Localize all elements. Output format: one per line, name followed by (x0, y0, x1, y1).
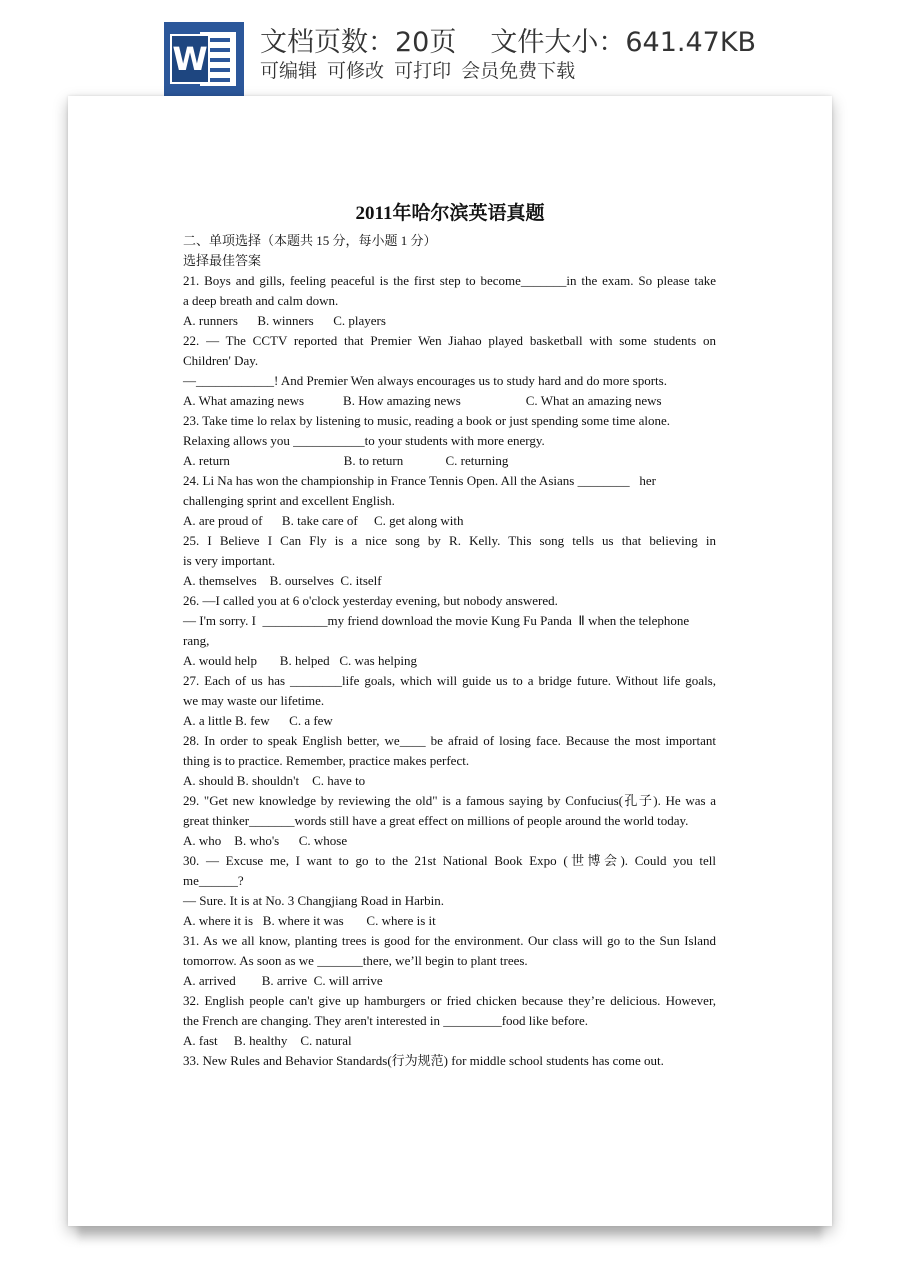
section-heading: 二、单项选择（本题共 15 分，每小题 1 分） (183, 233, 437, 248)
question-line: — I'm sorry. I __________my friend download the movie Kung Fu Panda Ⅱ when the telephone (183, 613, 690, 628)
question-line: 27. Each of us has ________life goals, which will guide us to a bridge future. Without life goals, (183, 673, 716, 688)
question-line: we may waste our lifetime. (183, 693, 325, 708)
question-line: 28. In order to speak English better, we____ be afraid of losing face. Because the most important (183, 733, 716, 748)
question-line: 23. Take time lo relax by listening to music, reading a book or just spending some time alone. (183, 413, 670, 428)
file-info (260, 20, 756, 59)
page-shadow (78, 1226, 822, 1244)
options-line: A. where it is B. where it was C. where is it (183, 913, 436, 928)
word-file-icon (164, 22, 244, 96)
question-line: rang, (183, 633, 210, 648)
question-line: 31. As we all know, planting trees is good for the environment. Our class will go to the Sun Island (183, 933, 716, 948)
question-line: a deep breath and calm down. (183, 293, 339, 308)
options-line: A. should B. shouldn't C. have to (183, 773, 366, 788)
file-size: 文件大小：641.47KB (490, 27, 757, 58)
question-line: 22. — The CCTV reported that Premier Wen Jiahao played basketball with some students on (183, 333, 716, 348)
question-line: 33. New Rules and Behavior Standards(行为规范) for middle school students has come out. (183, 1053, 664, 1068)
document-body (183, 231, 716, 1071)
question-line: 24. Li Na has won the championship in France Tennis Open. All the Asians ________ her (183, 473, 656, 488)
question-line: 21. Boys and gills, feeling peaceful is the first step to become_______in the exam. So please take (183, 273, 716, 288)
question-line: 26. —I called you at 6 o'clock yesterday evening, but nobody answered. (183, 593, 558, 608)
file-features: 可编辑 可修改 可打印 会员免费下载 (260, 60, 576, 82)
document-title: 2011年哈尔滨英语真题 (355, 203, 545, 224)
options-line: A. a little B. few C. a few (183, 713, 333, 728)
question-line: great thinker_______words still have a great effect on millions of people around the world today. (183, 813, 689, 828)
page-count: 文档页数：20页 (260, 27, 457, 58)
question-line: — Sure. It is at No. 3 Changjiang Road in Harbin. (183, 893, 445, 908)
options-line: A. arrived B. arrive C. will arrive (183, 973, 383, 988)
question-line: Children' Day. (183, 353, 259, 368)
question-line: challenging sprint and excellent English. (183, 493, 395, 508)
question-line: 29. "Get new knowledge by reviewing the old" is a famous saying by Confucius(孔子). He was a (183, 793, 716, 808)
question-line: —____________! And Premier Wen always encourages us to study hard and do more sports. (183, 373, 667, 388)
options-line: A. runners B. winners C. players (183, 313, 386, 328)
options-line: A. who B. who's C. whose (183, 833, 348, 848)
options-line: A. return B. to return C. returning (183, 453, 509, 468)
options-line: A. would help B. helped C. was helping (183, 653, 417, 668)
options-line: A. fast B. healthy C. natural (183, 1033, 352, 1048)
question-line: 30. — Excuse me, I want to go to the 21st National Book Expo (世博会). Could you tell (183, 853, 716, 868)
options-line: A. What amazing news B. How amazing news C. What an amazing news (183, 393, 662, 408)
options-line: A. themselves B. ourselves C. itself (183, 573, 382, 588)
question-line: thing is to practice. Remember, practice makes perfect. (183, 753, 470, 768)
question-line: tomorrow. As soon as we _______there, we’ll begin to plant trees. (183, 953, 528, 968)
question-line: 32. English people can't give up hamburgers or fried chicken because they’re delicious. However, (183, 993, 716, 1008)
question-line: is very important. (183, 553, 276, 568)
options-line: A. are proud of B. take care of C. get along with (183, 513, 464, 528)
question-line: the French are changing. They aren't interested in _________food like before. (183, 1013, 588, 1028)
instruction-line: 选择最佳答案 (183, 253, 262, 268)
question-line: 25. I Believe I Can Fly is a nice song by R. Kelly. This song tells us that believing in (183, 533, 716, 548)
question-line: Relaxing allows you ___________to your students with more energy. (183, 433, 545, 448)
question-line: me______? (183, 873, 244, 888)
word-icon-letter: W (170, 34, 210, 84)
